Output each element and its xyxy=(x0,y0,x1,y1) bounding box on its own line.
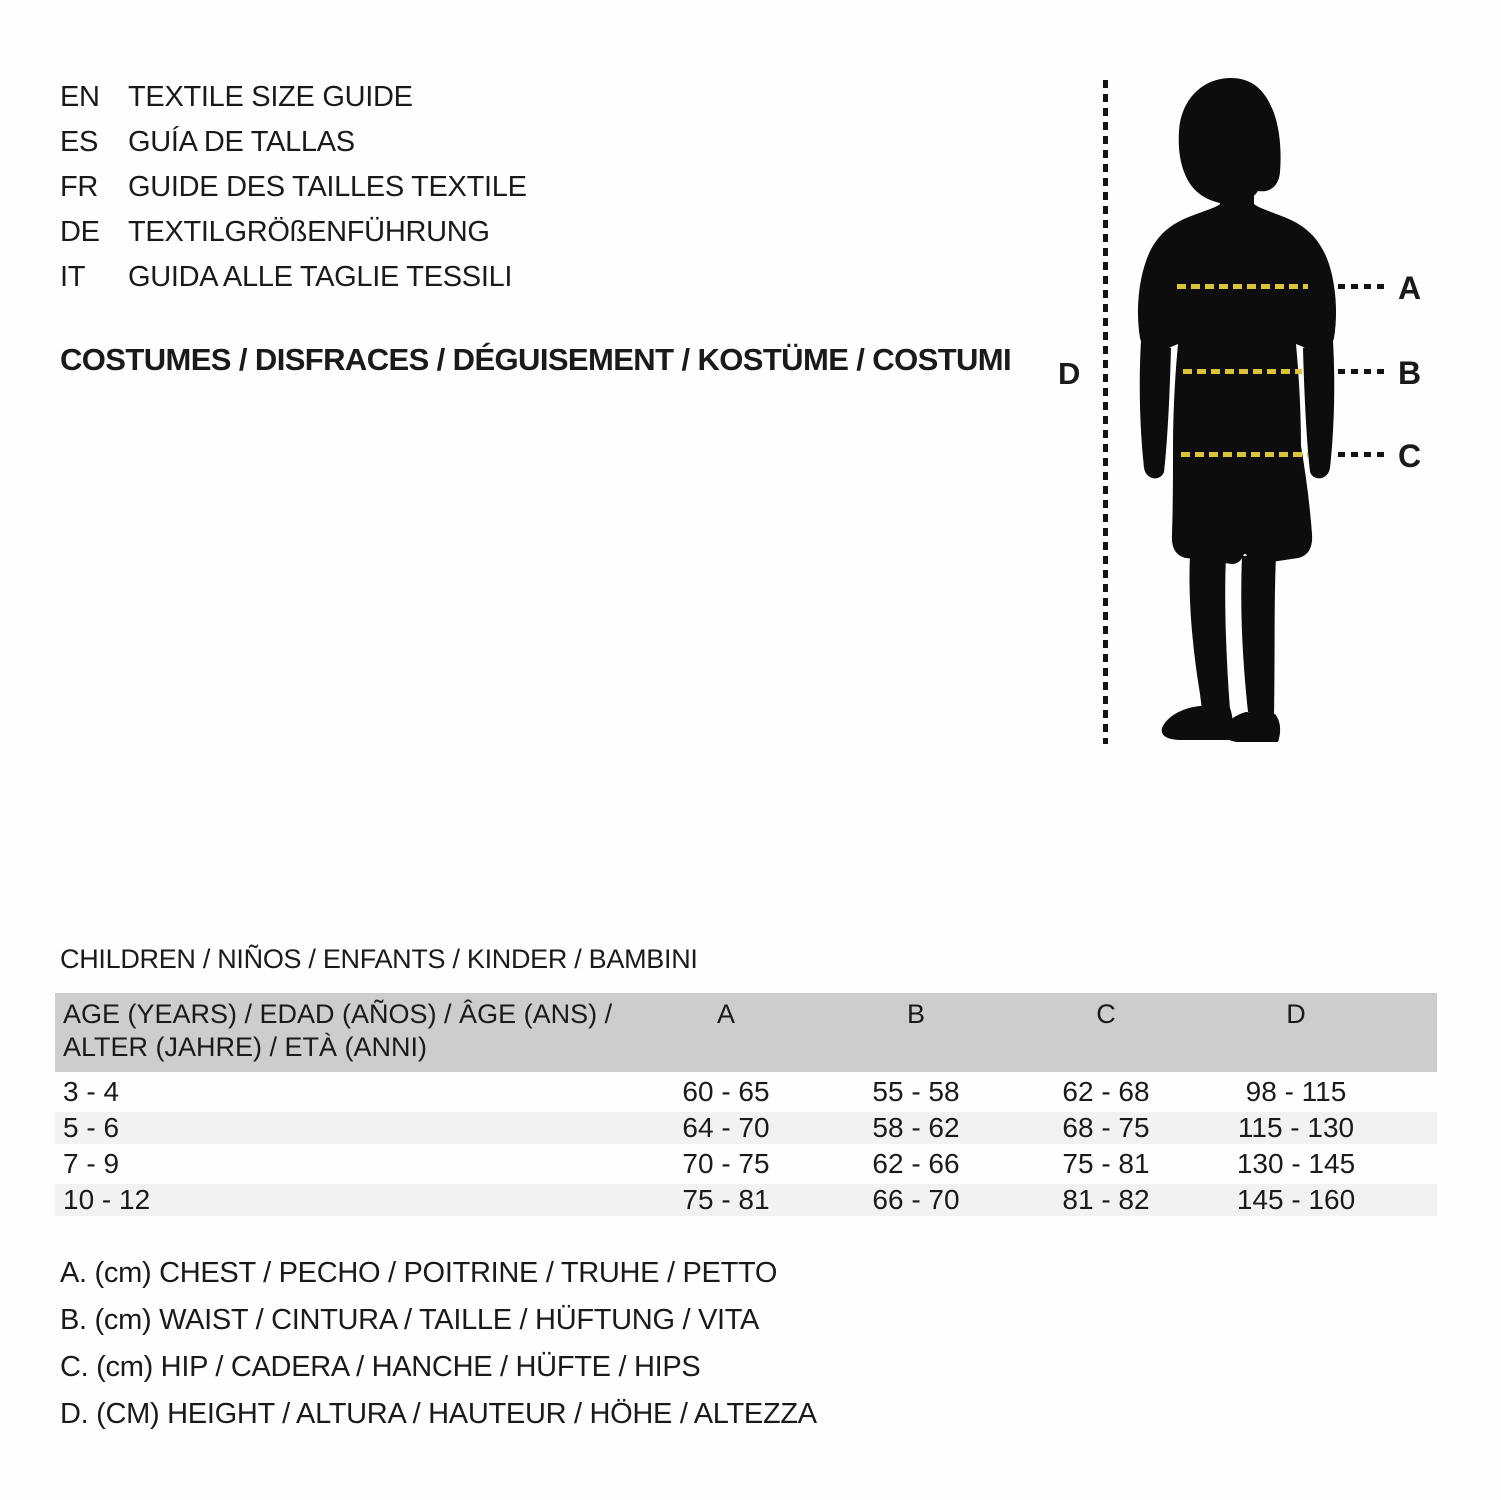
lang-row-es xyxy=(60,120,527,165)
measure-legend xyxy=(60,1250,817,1438)
lang-label: TEXTILGRÖßENFÜHRUNG xyxy=(128,216,490,248)
height-cell: 115 - 130 xyxy=(1237,1112,1355,1143)
chest-cell: 64 - 70 xyxy=(682,1112,770,1143)
chest-cell: 60 - 65 xyxy=(682,1076,770,1107)
hip-cell: 75 - 81 xyxy=(1062,1148,1150,1179)
measure-label-b: B xyxy=(1398,355,1422,391)
legend-item-waist: B. (cm) WAIST / CINTURA / TAILLE / HÜFTUNG / VITA xyxy=(60,1304,760,1336)
chest-measure-line xyxy=(1177,284,1308,289)
hip-cell: 68 - 75 xyxy=(1062,1112,1150,1143)
waist-cell: 62 - 66 xyxy=(872,1148,960,1179)
language-title-list xyxy=(60,75,527,300)
age-header-line2: ALTER (JAHRE) / ETÀ (ANNI) xyxy=(63,1032,428,1062)
lang-row-de xyxy=(60,210,527,255)
column-header-a: A xyxy=(716,999,735,1029)
waist-cell: 55 - 58 xyxy=(872,1076,960,1107)
age-cell: 7 - 9 xyxy=(63,1148,120,1179)
lang-row-en xyxy=(60,75,527,120)
table-section-title: CHILDREN / NIÑOS / ENFANTS / KINDER / BAMBINI xyxy=(60,944,698,974)
lang-row-it xyxy=(60,255,527,300)
hip-measure-line xyxy=(1181,452,1308,457)
lang-code: ES xyxy=(60,126,99,158)
age-cell: 3 - 4 xyxy=(63,1076,120,1107)
size-table xyxy=(55,993,1437,1216)
column-header-d: D xyxy=(1286,999,1306,1029)
chest-leader-line xyxy=(1338,284,1388,289)
height-label-d: D xyxy=(1058,356,1081,391)
table-row xyxy=(55,1184,1437,1216)
lang-label: GUIDE DES TAILLES TEXTILE xyxy=(128,171,527,203)
lang-code: FR xyxy=(60,171,99,203)
hip-cell: 62 - 68 xyxy=(1062,1076,1150,1107)
height-dashed-line xyxy=(1103,80,1108,744)
height-cell: 145 - 160 xyxy=(1236,1184,1356,1215)
measure-label-a: A xyxy=(1398,270,1422,306)
table-header-row xyxy=(55,993,1437,1072)
age-header-line1: AGE (YEARS) / EDAD (AÑOS) / ÂGE (ANS) / xyxy=(63,999,613,1029)
lang-row-fr xyxy=(60,165,527,210)
legend-item-hip: C. (cm) HIP / CADERA / HANCHE / HÜFTE / HIPS xyxy=(60,1351,701,1383)
waist-cell: 58 - 62 xyxy=(872,1112,960,1143)
lang-label: TEXTILE SIZE GUIDE xyxy=(128,81,413,113)
age-cell: 5 - 6 xyxy=(63,1112,120,1143)
waist-cell: 66 - 70 xyxy=(872,1184,960,1215)
legend-item-height: D. (CM) HEIGHT / ALTURA / HAUTEUR / HÖHE / ALTEZZA xyxy=(60,1398,817,1430)
lang-label: GUÍA DE TALLAS xyxy=(128,126,355,158)
table-row xyxy=(55,1148,1437,1180)
table-row xyxy=(55,1076,1437,1108)
column-header-c: C xyxy=(1096,999,1116,1029)
waist-leader-line xyxy=(1338,369,1388,374)
age-column-header xyxy=(55,998,631,1064)
legend-item-chest: A. (cm) CHEST / PECHO / POITRINE / TRUHE / PETTO xyxy=(60,1257,778,1289)
height-cell: 98 - 115 xyxy=(1245,1076,1347,1107)
hip-cell: 81 - 82 xyxy=(1062,1184,1150,1215)
lang-code: DE xyxy=(60,216,100,248)
chest-cell: 70 - 75 xyxy=(682,1148,770,1179)
column-header-b: B xyxy=(906,999,925,1029)
table-row xyxy=(55,1112,1437,1144)
lang-code: IT xyxy=(60,261,86,293)
lang-label: GUIDA ALLE TAGLIE TESSILI xyxy=(128,261,513,293)
measure-label-c: C xyxy=(1398,438,1422,474)
child-silhouette-image xyxy=(1128,76,1346,744)
waist-measure-line xyxy=(1183,369,1302,374)
hip-leader-line xyxy=(1338,452,1388,457)
height-cell: 130 - 145 xyxy=(1236,1148,1356,1179)
category-title: COSTUMES / DISFRACES / DÉGUISEMENT / KOSTÜME / COSTUMI xyxy=(60,342,1012,377)
chest-cell: 75 - 81 xyxy=(682,1184,770,1215)
age-cell: 10 - 12 xyxy=(63,1184,151,1215)
lang-code: EN xyxy=(60,81,100,113)
